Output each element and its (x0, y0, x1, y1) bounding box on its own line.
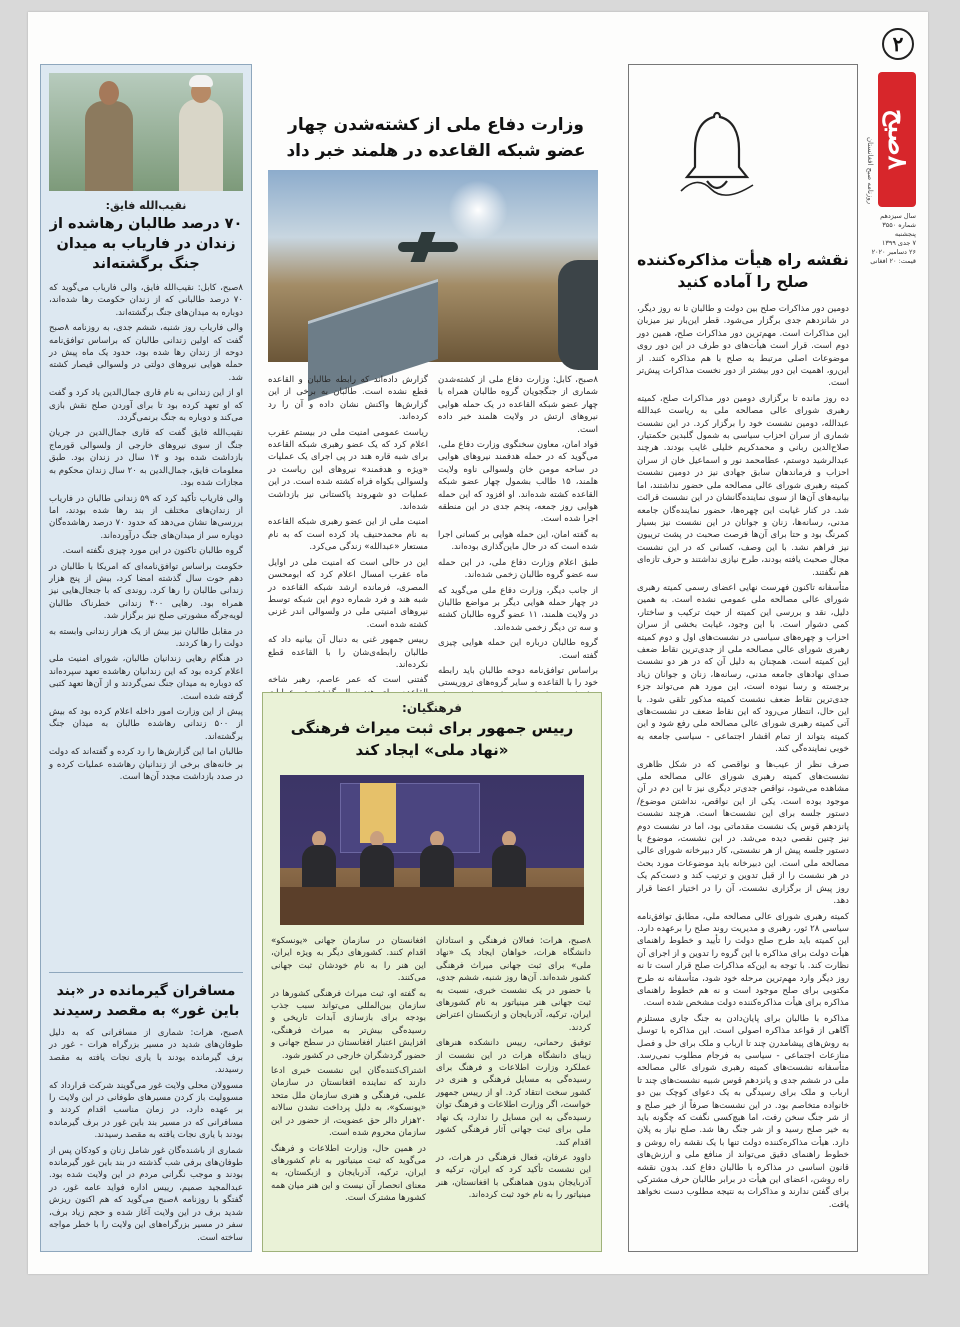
culture-columns (273, 935, 591, 1265)
issue-year: سال سیزدهم (880, 212, 916, 220)
masthead-slogan: روزنامه صبح افغانستان (866, 136, 874, 204)
faryab-paragraph: والی فاریاب روز شنبه، ششم جدی، به روزنامه ۸صبح گفت که اولین زندانی طالبان که براساس توافق‌نامه دوحه از زندان رها شده بود، حدود یک ماه پیش در حمله هوایی نیروهای دولتی در ولسوالی قیصار کشته شد. (49, 323, 243, 383)
masthead (860, 22, 918, 265)
faryab-paragraph: طالبان اما این گزارش‌ها را رد کرده و گفته‌اند که دولت بر خانه‌های برخی از زندانیان رهاشده عملیات کرده و در صدد بازداشت مجدد آن‌ها است. (49, 747, 243, 783)
ghor-article (49, 972, 243, 1327)
faryab-paragraph: والی فاریاب تأکید کرد که ۵۹ زندانی طالبان در فاریاب از زندان‌های مختلف از بند رها شده بودند، اما بررسی‌ها نشان می‌دهد که حدود ۷۰ درصد رهاشده‌گان دوباره سر از میدان‌های جنگ درآورده‌اند. (49, 493, 243, 541)
defense-paragraph: رییس جمهور غنی به دنبال آن بیانیه داد که طالبان رابطه‌ی‌شان را با القاعده قطع نکرده‌اند. (268, 635, 428, 670)
speaker-figure (492, 845, 526, 893)
defense-paragraph: گروه طالبان درباره این حمله هوایی چیزی گفته است. (438, 638, 598, 661)
faryab-paragraph: او از این زندانی به نام قاری جمال‌الدین یاد کرد و گفت که او تعهد کرده بود تا برای آوردن صلح نقش بازی می‌کند و دوباره به جنگ برنمی‌گردد. (49, 388, 243, 424)
faryab-kicker: نقیب‌الله فایق: (105, 199, 187, 212)
faryab-paragraph: ۸صبح، کابل: نقیب‌الله فایق، والی فاریاب می‌گوید که ۷۰ درصد طالبانی که از زندان حکومت رها شده‌اند، دوباره به میدان‌های جنگ برگشته‌اند. (49, 283, 243, 318)
defense-paragraph: فواد امان، معاون سخنگوی وزارت دفاع ملی، می‌گوید که در حمله هدفمند نیروهای هوایی در ساحه مومن خان ولسوالی ناوه ولایت هلمند، ۱۵ طالب بشمول چهار عضو شبکه القاعده کشته شده‌اند. او افزود که این حمله هوایی روز جمعه، پنجم جدی در این منطقه اجرا شده است. (438, 440, 598, 525)
aircraft-photo (268, 170, 598, 362)
ghor-paragraph: شماری از باشنده‌گان غور شامل زنان و کودکان پس از طوفان‌های برفی شب گذشته در بند باین غور گیرمانده بودند و موجب نگرانی مردم در این ولایت شده بود. عبدالمجید صمیم، رییس اداره فواید عامه غور، در گفتگو با روزنامه ۸صبح می‌گوید که هم اکنون ریزش شدید برف در این ولایت آغاز شده و حجم زیاد برف، سفر در مسیر بزرگراه‌های این ولایت را با خطر مواجه ساخته است. (49, 1145, 244, 1243)
editorial-body (637, 303, 849, 1263)
defense-article-col-2 (268, 374, 428, 686)
page-number: ۲ (882, 28, 914, 60)
issue-number: شماره ۳۵۵۰ (882, 221, 916, 229)
defense-paragraph: از جانب دیگر، وزارت دفاع ملی می‌گوید که در چهار حمله هوایی دیگر بر مواضع طالبان در ولایت هلمند، ۱۱ عضو گروه طالبان کشته و سه تن دیگر زخمی شده‌اند. (438, 585, 598, 633)
faryab-paragraph: گروه طالبان تاکنون در این مورد چیزی نگفته است. (62, 546, 243, 557)
culture-paragraph: اشتراک‌کننده‌گان این نشست خبری ادعا دارند که نماینده افغانستان در سازمان علمی، فرهنگی و هنری سازمان ملل متحد «یونسکو»، به دلیل پرداخت نشدن سالانه ۲۰هزار دالر حق عضویت، از حضور در این سازمان محروم شده است. (271, 1066, 426, 1139)
editorial-paragraph: کمیته رهبری شورای عالی مصالحه ملی، مطابق توافق‌نامه سیاسی ۲۸ ثور، رهبری و مدیریت روند صلح را برعهده دارد. این کمیته باید طرح صلح دولت را تأیید و خطوط راهنمای هیأت دولت برای مذاکره با این گروه را تدوین و از اجرای آن نظارت کند. با توجه به این‌که مذاکرات صلح قرار است تا نه روز دیگر وارد مهم‌ترین مرحله خود شود، متأسفانه نه طرح مکتوبی برای صلح موجود است و نه هم خطوط راهنمای مذاکره برای هیأت مذاکره‌کننده دولت مشخص شده است. (636, 911, 850, 1009)
issue-date-gregorian: ۲۶ دسامبر ۲۰۲۰ (871, 248, 916, 256)
culture-paragraph: توفیق رحمانی، رییس دانشکده هنرهای زیبای دانشگاه هرات در این نشست از عملکرد وزارت اطلاعات و فرهنگ برای رسیده‌گی به مسایل فرهنگی و هنری در کشور سخت انتقاد کرد. او از رییس جمهور خواست، اگر وزارت اطلاعات و فرهنگ توان رسیده‌گی به این مسایل را ندارد، یک نهاد ملی برای ثبت جهانی آثار فرهنگی کشور اقدام کند. (436, 1038, 591, 1148)
defense-paragraph: امنیت ملی از این عضو رهبری شبکه القاعده به نام محمدحنیف یاد کرده است که به نام مستعار «عبدالله» زندگی می‌کرد. (268, 517, 428, 553)
ghor-body (49, 1027, 243, 1327)
editorial-paragraph: مذاکره با طالبان برای پایان‌دادن به جنگ جاری مستلزم آگاهی از قواعد مذاکره اصولی است. این مذاکره با توسل به روش‌های پیشامدرن چند تا ارباب و ملک برای حل و فصل منازعات اجتماعی - سیاسی به فرجام مطلوب نمی‌رسد. متأسفانه نشست‌های کمیته رهبری شورای عالی مصالحه ملی در ششم جدی و پانزدهم قوس شبیه نشست‌های چند تا ارباب و ملک برای رسیدگی به یک دعوای کوچک بین دو خانواده متخاصم بود. در این نشست‌ها صرفاً از خیر صلح و از شر جنگ سخن رفت، اما هیچ‌کسی نگفت که چگونه باید به خیر صلح رسید و از شر جنگ رها شد. صلح نیاز به پلان دارد. هیأت مذاکره‌کننده دولت تنها با یک نقشه راه روشن و خطوط راهنمای دقیق می‌تواند از منافع ملی و ارزش‌های قانون اساسی در مذاکره با طالبان دفاع کند. بدون نقشه راه روشن، اعضای این هیأت در برابر طالبان حرف مشترکی برای گفتن ندارند و مذاکرات به نتیجه مطلوب دست نخواهد یافت. (637, 1013, 849, 1210)
defense-paragraph: براساس توافق‌نامه دوحه طالبان باید رابطه خود را با القاعده و سایر گروه‌های تروریستی (438, 665, 598, 689)
faryab-paragraph: در هنگام رهایی زندانیان طالبان، شورای امنیت ملی اعلام کرده بود که این زندانیان رهاشده تعهد سپرده‌اند که دوباره به میدان جنگ نمی‌گردند و از آن‌ها تعهد کتبی گرفته شده است. (49, 654, 243, 702)
editorial-column (628, 64, 858, 1252)
press-conference-photo (280, 775, 584, 925)
person-figure (85, 101, 133, 191)
sun-glare (448, 180, 508, 240)
editorial-paragraph: دومین دور مذاکرات صلح بین دولت و طالبان تا نه روز دیگر، در شانزدهم جدی برگزار می‌شود. قطر این‌بار نیز میزبان این مذاکرات است. مهم‌ترین دور مذاکرات صلح، همین دور دوم است. قرار است هیأت‌های دو طرف در این دور روی موضوعات اصلی مرتبط به صلح با هم مذاکره کنند. از این‌رو، اهمیت این دور بیشتر از دور نخست مذاکرات پیش‌تر است. (637, 304, 849, 389)
issue-date-solar: ۷ جدی ۱۳۹۹ (881, 239, 916, 247)
editorial-title: نقشه راه هیأت مذاکره‌کننده صلح را آماده کنید (637, 251, 849, 291)
propeller-shape (558, 260, 598, 370)
defense-paragraph: این در حالی است که امنیت ملی در اوایل ماه عقرب امسال اعلام کرد که ابومحسن المصری، فرمانده ارشد شبکه القاعده در شبه هند و فرد شماره دوم این شبکه توسط نیروهای امنیتی ملی در ولسوالی اندر غزنی کشته شده است. (268, 557, 428, 630)
culture-paragraph: به گفته او، ثبت میراث فرهنگی کشورها در سازمان بین‌المللی می‌تواند سبب جذب بودجه برای بازسازی آبدات تاریخی و رسیده‌گی بیش‌تر به میراث فرهنگی، افزایش اعتبار افغانستان در سطح جهانی و حضور گردشگران خارجی در کشور شود. (271, 988, 426, 1061)
newspaper-page (28, 12, 928, 1274)
defense-article-col-1 (438, 374, 598, 689)
culture-paragraph: افغانستان در سازمان جهانی «یونسکو» اقدام کنند. کشورهای دیگر به ویژه ایران، این هنر را به نام خودشان ثبت جهانی می‌کنند. (271, 936, 426, 984)
aircraft-icon (398, 242, 458, 252)
issue-price: قیمت: ۲۰ افغانی (870, 257, 916, 265)
faryab-paragraph: پیش از این وزارت امور داخله اعلام کرده بود که بیش از ۵۰۰ زندانی رهاشده طالبان به میدان جنگ برگشته‌اند. (49, 707, 243, 742)
newspaper-logo: ۸صبح (878, 72, 916, 207)
editorial-paragraph: صرف نظر از عیب‌ها و نواقصی که در شکل ظاهری نشست‌های کمیته رهبری شورای عالی مصالحه ملی مشاهده می‌شود، نواقص جدی‌تر دیگری نیز تا این دم در آن موجود بوده است. یکی از این نواقص، نداشتن موضوع/دستور جلسه برای این نشست‌ها است. هرچند نشست پانزدهم قوس یک نشست مقدماتی بود، اما در نشست دوم نیز چنین نقصی دیده می‌شد. در این نشست، موضوع یا دستور جلسه پیش از هر نشستی، کار دبیرخانه شورای عالی مصالحه ملی است. این دبیرخانه باید موضوعات مورد بحث در هر نشست را از قبل تدوین و ترتیب کند و دست‌کم یک روز پیش از برگزاری نشست، آن را در اختیار اعضا قرار دهد. (637, 759, 849, 907)
officials-photo (49, 73, 243, 191)
editorial-paragraph: متأسفانه تاکنون فهرست نهایی اعضای رسمی کمیته رهبری شورای عالی مصالحه ملی عمومی نشده است. به همین دلیل، نقد و بررسی این کمیته از حیث ترکیب و ساختار، کمی دشوار است. با این وجود، غیابت بخشی از سران احزاب و چهره‌های سیاسی در نشست‌های اول و دوم کمیته رهبری شورای عالی مصالحه ملی از جدی‌ترین نقاط ضعف این کمیته است. همچنان به دلیل آن که در هر دو نشست صدای نهادهای جامعه مدنی، رسانه‌ها، زنان و جوانان زیاد برجسته و رسا نبوده است، این مورد هم می‌تواند جزء جدی‌ترین نقاط ضعف نشست کمیته مذکور تلقی شود. با این حال، انتظار می‌رود که این نقاط ضعف در نشست‌های آتی کمیته رهبری شورای عالی مصالحه ملی رفع شود و این کمیته بتواند از تمام اقشار اجتماعی - سیاسی جامعه به خوبی نماینده‌گی کند. (637, 582, 849, 755)
ghor-paragraph: ۸صبح، هرات: شماری از مسافرانی که به دلیل طوفان‌های شدید در مسیر بزرگراه هرات - غور در برف گیرمانده بودند با یاری نجات یافته به مقصد رسیدند. (49, 1028, 243, 1076)
culture-title: رییس جمهور برای ثبت میراث فرهنگی «نهاد ملی» ایجاد کند (290, 719, 574, 759)
turban-shape (189, 75, 213, 87)
ghor-paragraph: مسوولان محلی ولایت غور می‌گویند شرکت قرارداد که مسوولیت باز کردن مسیرهای طوفانی در این ولایت را بر عهده دارد، در زمان مناسب اقدام کردند و مسافرانی که در مسیر بند باین غور در برف گیرمانده بودند با یاری نجات یافته به مقصد رسیدند. (49, 1080, 243, 1141)
defense-paragraph: ۸صبح، کابل: وزارت دفاع ملی از کشته‌شدن شماری از جنگجویان گروه طالبان همراه با چهار عضو شبکه القاعده در یک حمله هوایی نیروهای ارتش در ولایت هلمند خبر داده است. (438, 375, 598, 435)
ghor-title: مسافران گیرمانده در «بند باین غور» به مقصد رسیدند (52, 983, 240, 1019)
culture-paragraph: ۸صبح، هرات: فعالان فرهنگی و استادان دانشگاه هرات، خواهان ایجاد یک «نهاد ملی» برای ثبت جهانی میراث فرهنگی کشور شده‌اند. آن‌ها روز شنبه، ششم جدی، با حضور در یک نشست خبری، نسبت به ثبت جهانی هنر مینیاتور به نام کشورهای ایران، ترکیه، آذربایجان و ازبکستان اعتراض کردند. (436, 936, 591, 1033)
faryab-paragraph: در مقابل طالبان نیز بیش از یک هزار زندانی وابسته به دولت را رها کردند. (49, 626, 243, 649)
issue-info (862, 212, 916, 266)
culture-col-2 (271, 935, 426, 1265)
speaker-figure (360, 845, 394, 893)
defense-paragraph: گزارش داده‌اند که رابطه طالبان و القاعده قطع نشده است. طالبان به برخی از این گزارش‌ها واکنش نشان داده و آن را رد کرده‌اند. (268, 375, 428, 423)
defense-paragraph: طبق اعلام وزارت دفاع ملی، در این حمله سه عضو گروه طالبان زخمی شده‌اند. (438, 557, 598, 581)
person-figure (179, 99, 223, 191)
faryab-body (49, 282, 243, 962)
conference-table (280, 887, 584, 925)
defense-article-title: وزارت دفاع ملی از کشته‌شدن چهار عضو شبکه القاعده در هلمند خبر داد (286, 115, 586, 161)
issue-weekday: پنجشنبه (894, 230, 916, 238)
faryab-paragraph: نقیب‌الله فایق گفت که قاری جمال‌الدین در جریان جنگ از سوی نیروهای خارجی از ولسوالی قورماج بازداشت شده بود و ۱۴ سال در زندان بود. طبق معلومات فایق، جمال‌الدین به ۲۰ سال زندان محکوم به مجازات شده بود. (49, 428, 243, 489)
culture-paragraph: داوود عرفان، فعال فرهنگی در هرات، در این نشست تأکید کرد که ایران، ترکیه و آذربایجان بدون هماهنگی با افغانستان، هنر مینیاتور را به نام خود ثبت کرده‌اند. (436, 1152, 591, 1201)
person-head (99, 81, 119, 105)
faryab-title: ۷۰ درصد طالبان رهاشده از زندان در فاریاب به میدان جنگ برگشته‌اند (49, 216, 243, 272)
faryab-paragraph: حکومت براساس توافق‌نامه‌ای که امریکا با طالبان در دهم حوت سال گذشته امضا کرد، بیش از پنج هزار زندانی طالبان را رها کرد. روندی که با جنجال‌هایی نیز همراه بود. رهایی ۴۰۰ زندانی خطرناک طالبان لویه‌جرگه مشورتی صلح نیز برگزار شد. (49, 561, 243, 622)
culture-article-box (262, 692, 602, 1252)
defense-paragraph: به گفته امان، این حمله هوایی بر کسانی اجرا شده است که در حال ماین‌گذاری بوده‌اند. (438, 529, 598, 553)
culture-kicker: فرهنگیان: (402, 701, 462, 715)
culture-paragraph: در همین حال، وزارت اطلاعات و فرهنگ می‌گوید که ثبت مینیاتور به نام کشورهای ایران، ترکیه، آذربایجان و ازبکستان، به معنای انحصار آن نیست و این هنر میان همه کشورها مشترک است. (271, 1143, 426, 1204)
culture-col-1 (436, 935, 591, 1265)
bell-icon (677, 105, 757, 205)
speaker-figure (420, 845, 454, 893)
editorial-paragraph: ده روز مانده تا برگزاری دومین دور مذاکرات صلح، کمیته رهبری شورای عالی مصالحه ملی به ریاست عبدالله عبدالله، دومین نشست خود را برگزار کرد. در این نشست شماری از سران احزاب سیاسی به شمول گلبدین حکمتیار، صلاح‌الدین ربانی و محمدکریم خلیلی غایب بودند. هرچند عبدالرشید دوستم، عطامحمد نور و اسماعیل خان از سران احزاب و فرماندهان سابق جهادی نیز در دومین نشست کمیته رهبری شورای عالی مصالحه ملی حضور نداشتند، اما بیانیه‌های آن‌ها از سوی نماینده‌گانشان در این نشست قرائت شد. در کنار غیابت این چهره‌ها، حضور نماینده‌گان جامعه مدنی، رسانه‌ها، زنان و جوانان در این نشست نیز بسیار کمرنگ بود و حتا برای آن‌ها فرصت صحبت در پشت تریبون نیز فراهم نشد. با این وصف، کسانی که در این نشست مجال صحبت یافته بودند، طرح نیازی نداشتند و حرف تازه‌ای هم نگفتند. (637, 393, 849, 578)
defense-paragraph: گفتنی است که عمر عاصم، رهبر شاخه (268, 675, 428, 686)
speaker-figure (302, 845, 336, 893)
faryab-column (40, 64, 252, 1252)
defense-paragraph: ریاست عمومی امنیت ملی در بیستم عقرب اعلام کرد که یک عضو رهبری شبکه القاعده برای شبه قاره هند در پی اجرای یک عملیات «ویژه و هدفمند» نیروهای این ریاست در ولسوالی بکواه فراه کشته شده است. در این عملیات دو شهروند پاکستانی نیز بازداشت شده‌اند. (268, 427, 428, 513)
